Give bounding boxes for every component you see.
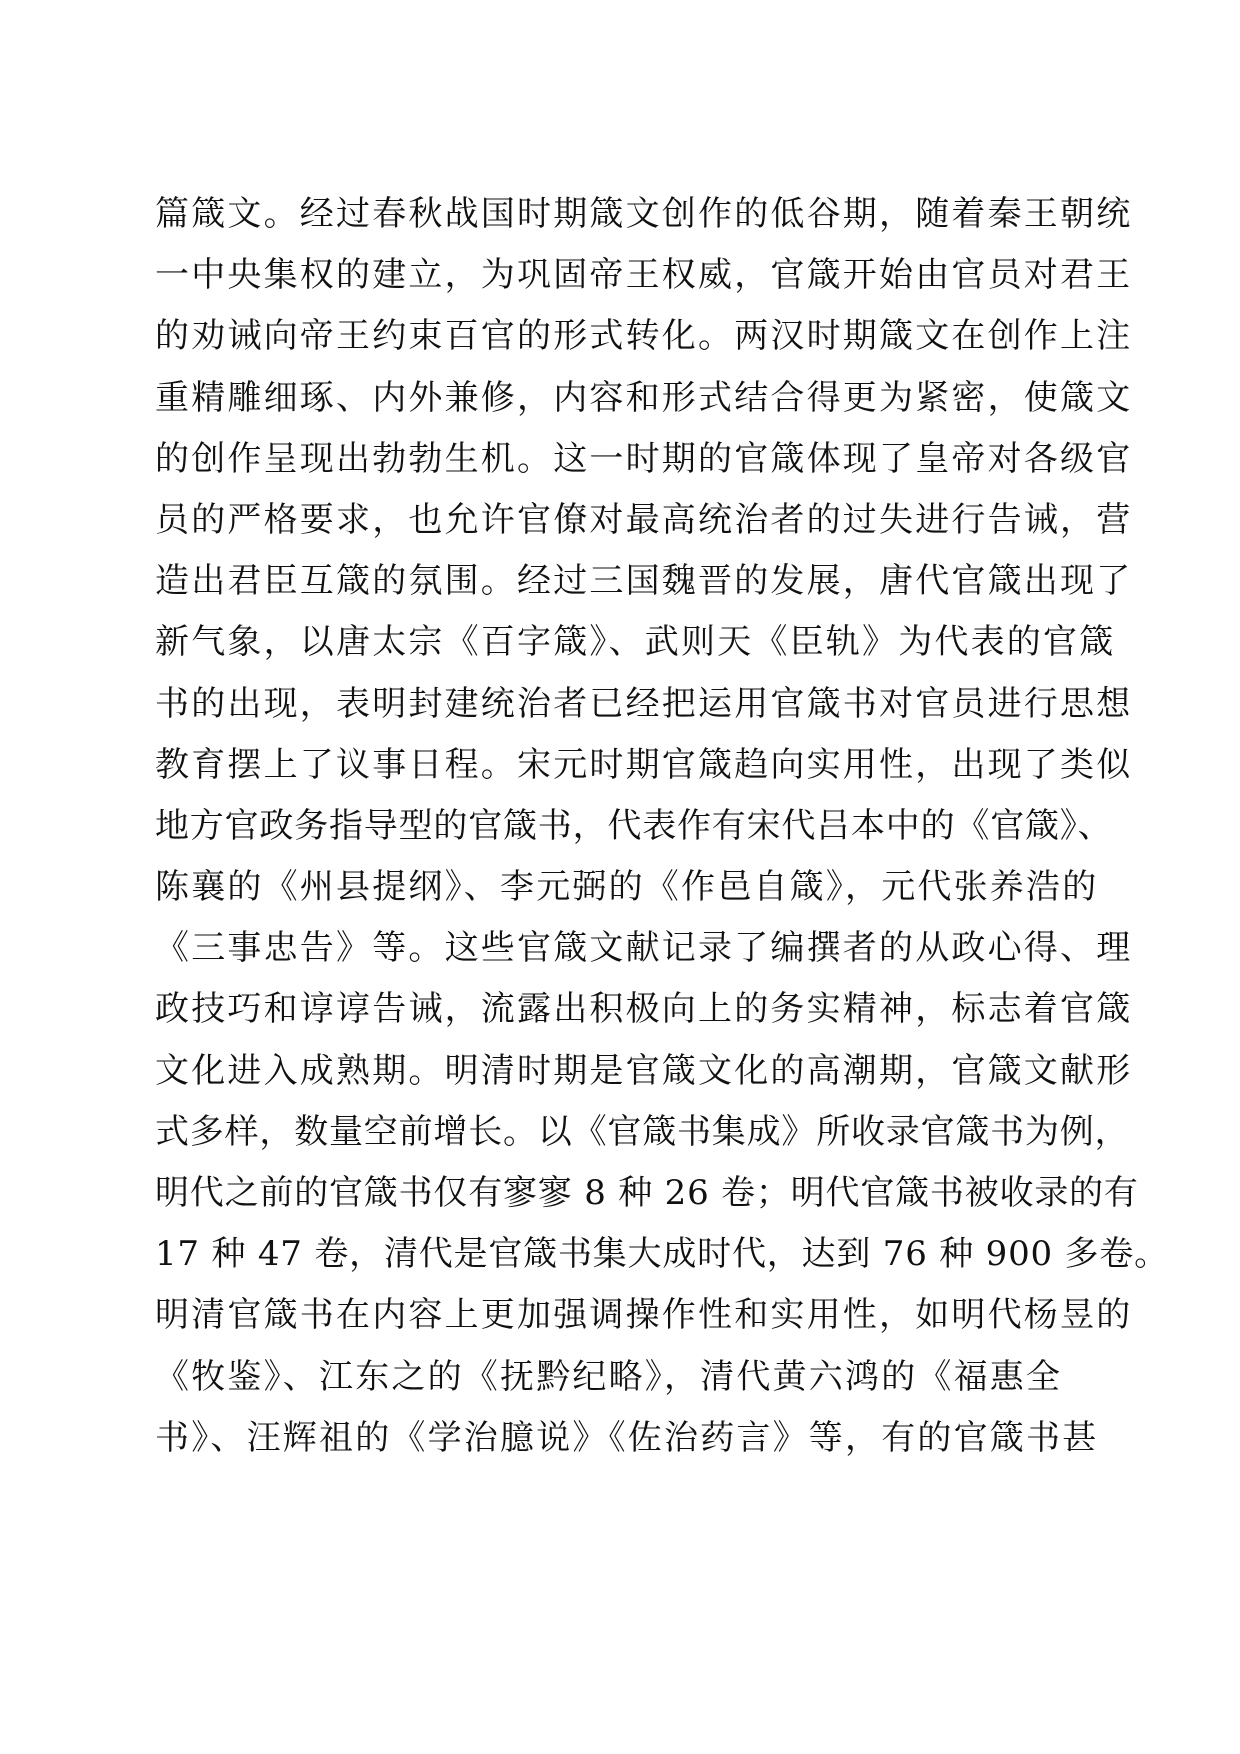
- text-line-8: 新气象，以唐太宗《百字箴》、武则天《臣轨》为代表的官箴: [155, 622, 1116, 663]
- text-line-16: 式多样，数量空前增长。以《官箴书集成》所收录官箴书为例，: [155, 1111, 1130, 1152]
- text-line-4: 重精雕细琢、内外兼修，内容和形式结合得更为紧密，使箴文: [155, 377, 1133, 418]
- text-line-21: 书》、汪辉祖的《学治臆说》《佐治药言》等，有的官箴书甚: [155, 1417, 1099, 1458]
- text-line-9: 书的出现，表明封建统治者已经把运用官箴书对官员进行思想: [155, 683, 1133, 724]
- text-line-12: 陈襄的《州县提纲》、李元弼的《作邑自箴》，元代张养浩的: [155, 867, 1099, 908]
- body-text: [155, 184, 1169, 1469]
- text-line-1: 篇箴文。经过春秋战国时期箴文创作的低谷期，随着秦王朝统: [155, 194, 1133, 234]
- text-line-14: 政技巧和谆谆告诫，流露出积极向上的务实精神，标志着官箴: [155, 989, 1133, 1030]
- text-line-11: 地方官政务指导型的官箴书，代表作有宋代吕本中的《官箴》、: [155, 805, 1113, 846]
- text-line-7: 造出君臣互箴的氛围。经过三国魏晋的发展，唐代官箴出现了: [155, 561, 1133, 602]
- text-line-10: 教育摆上了议事日程。宋元时期官箴趋向实用性，出现了类似: [155, 744, 1133, 785]
- text-line-15: 文化进入成熟期。明清时期是官箴文化的高潮期，官箴文献形: [155, 1050, 1133, 1091]
- text-line-20: 《牧鉴》、江东之的《抚黔纪略》，清代黄六鸿的《福惠全: [155, 1356, 1063, 1397]
- text-line-6: 员的严格要求，也允许官僚对最高统治者的过失进行告诫，营: [155, 499, 1133, 540]
- text-line-17: 明代之前的官箴书仅有寥寥 8 种 26 卷；明代官箴书被收录的有: [155, 1173, 1139, 1213]
- text-line-5: 的创作呈现出勃勃生机。这一时期的官箴体现了皇帝对各级官: [155, 438, 1133, 479]
- text-line-3: 的劝诫向帝王约束百官的形式转化。两汉时期箴文在创作上注: [155, 316, 1133, 357]
- text-line-2: 一中央集权的建立，为巩固帝王权威，官箴开始由官员对君王: [155, 255, 1133, 296]
- text-line-18: 17 种 47 卷，清代是官箴书集大成时代，达到 76 种 900 多卷。: [155, 1234, 1169, 1275]
- text-line-19: 明清官箴书在内容上更加强调操作性和实用性，如明代杨昱的: [155, 1295, 1133, 1336]
- text-line-13: 《三事忠告》等。这些官箴文献记录了编撰者的从政心得、理: [155, 928, 1133, 969]
